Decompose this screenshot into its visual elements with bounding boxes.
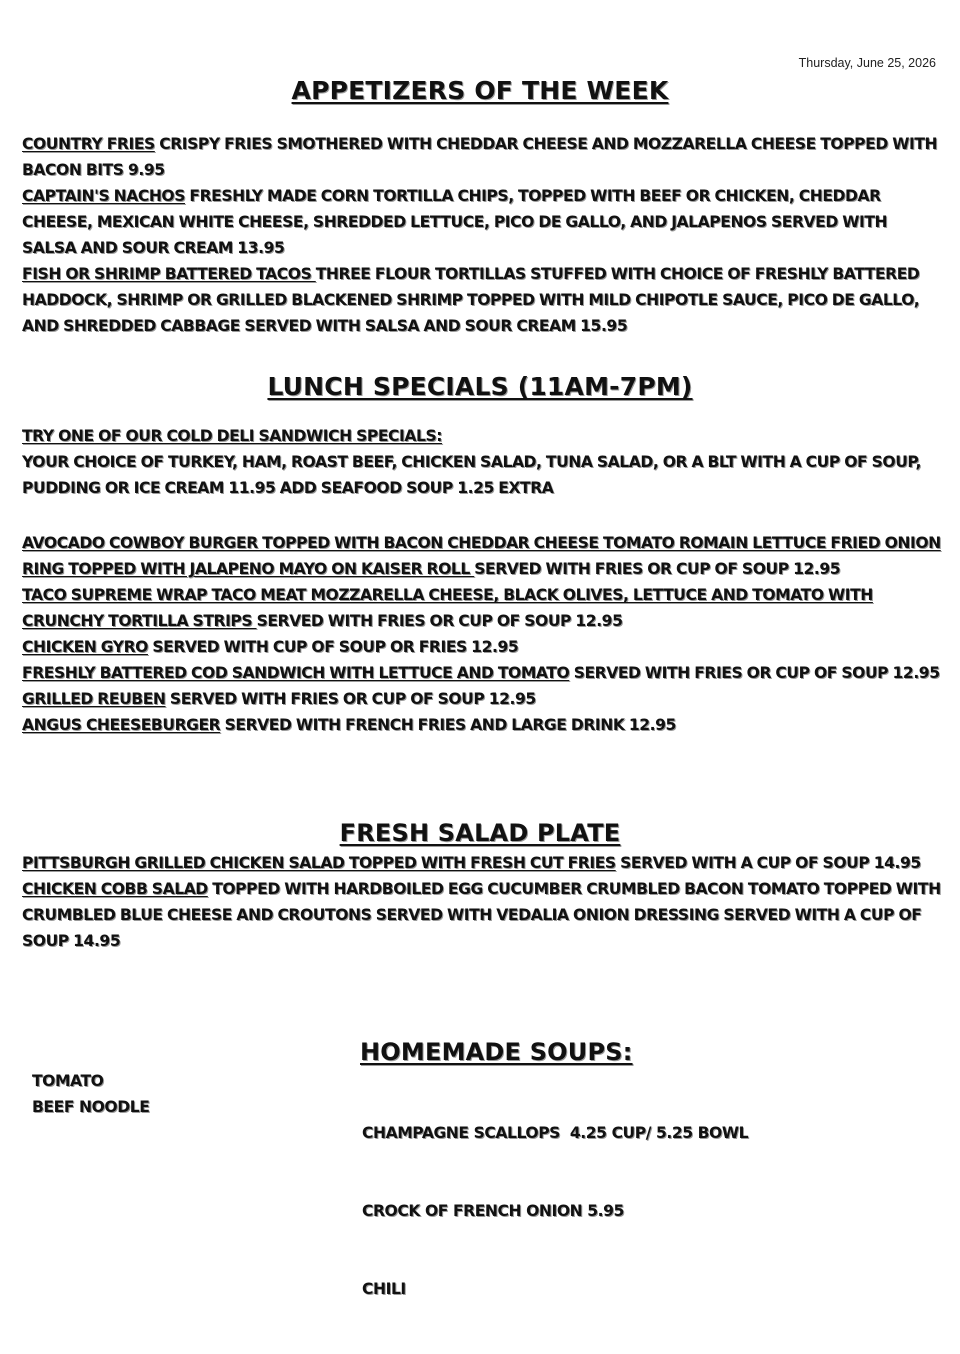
menu-item-name: FISH OR SHRIMP BATTERED TACOS	[22, 265, 316, 283]
soups-heading: HOMEMADE SOUPS:	[360, 1038, 633, 1066]
menu-item-desc: CRISPY FRIES SMOTHERED WITH CHEDDAR CHEESE AND MOZZARELLA CHEESE TOPPED WITH BACON BITS 9.95	[22, 135, 938, 179]
menu-item-name: CHICKEN COBB SALAD	[22, 880, 208, 898]
menu-item	[22, 686, 942, 712]
salad-list	[22, 850, 942, 954]
menu-item-name: COUNTRY FRIES	[22, 135, 155, 153]
soups-list	[32, 1068, 912, 1298]
menu-item	[22, 634, 942, 660]
deli-special	[22, 423, 942, 501]
soups-left-column	[32, 1068, 149, 1120]
soup-item: CHAMPAGNE SCALLOPS 4.25 CUP/ 5.25 BOWL	[362, 1124, 749, 1142]
menu-item-name: GRILLED REUBEN	[22, 690, 166, 708]
appetizers-heading: APPETIZERS OF THE WEEK	[291, 76, 669, 105]
menu-item	[22, 712, 942, 738]
menu-item	[22, 850, 942, 876]
salad-heading: FRESH SALAD PLATE	[339, 819, 621, 847]
menu-item-name: AVOCADO COWBOY BURGER TOPPED WITH BACON CHEDDAR CHEESE TOMATO ROMAIN LETTUCE FRIED ONION RING TOPPED WITH JALAPENO MAYO ON KAISER ROLL	[22, 534, 941, 578]
menu-item-name: TACO SUPREME WRAP TACO MEAT MOZZARELLA CHEESE, BLACK OLIVES, LETTUCE AND TOMATO WITH CRUNCHY TORTILLA STRIPS	[22, 586, 873, 630]
menu-item-desc: SERVED WITH FRIES OR CUP OF SOUP 12.95	[165, 690, 536, 708]
deli-title: TRY ONE OF OUR COLD DELI SANDWICH SPECIALS:	[22, 427, 443, 445]
menu-item-desc: THREE FLOUR TORTILLAS STUFFED WITH CHOICE OF FRESHLY BATTERED HADDOCK, SHRIMP OR GRILLED BLACKENED SHRIMP TOPPED WITH MILD CHIPOTLE SAUCE, PICO DE GALLO, AND SHREDDED CABBAGE SERVED WITH SALSA AND SOUR CREAM 15.95	[22, 265, 920, 335]
menu-item-desc: SERVED WITH FRENCH FRIES AND LARGE DRINK 12.95	[220, 716, 676, 734]
menu-item-desc: SERVED WITH FRIES OR CUP OF SOUP 12.95	[569, 664, 940, 682]
menu-item-desc: SERVED WITH A CUP OF SOUP 14.95	[615, 854, 921, 872]
lunch-list	[22, 530, 942, 738]
menu-item	[22, 261, 942, 339]
menu-item-desc: SERVED WITH FRIES OR CUP OF SOUP 12.95	[474, 560, 841, 578]
soup-item: CHILI	[362, 1280, 406, 1298]
menu-item-name: PITTSBURGH GRILLED CHICKEN SALAD TOPPED WITH FRESH CUT FRIES	[22, 854, 616, 872]
soups-right-column	[362, 1068, 748, 1354]
menu-item	[22, 582, 942, 634]
menu-item-desc: SERVED WITH CUP OF SOUP OR FRIES 12.95	[147, 638, 519, 656]
lunch-heading: LUNCH SPECIALS (11AM-7PM)	[267, 372, 693, 401]
menu-date: Thursday, June 25, 2026	[798, 56, 936, 70]
soup-item: BEEF NOODLE	[32, 1098, 150, 1116]
soup-item: CROCK OF FRENCH ONION 5.95	[362, 1202, 624, 1220]
menu-item-name: FRESHLY BATTERED COD SANDWICH WITH LETTUCE AND TOMATO	[22, 664, 570, 682]
menu-item	[22, 660, 942, 686]
soup-item: TOMATO	[32, 1072, 104, 1090]
menu-item-desc: FRESHLY MADE CORN TORTILLA CHIPS, TOPPED WITH BEEF OR CHICKEN, CHEDDAR CHEESE, MEXICAN WHITE CHEESE, SHREDDED LETTUCE, PICO DE GALLO, AND JALAPENOS SERVED WITH SALSA AND SOUR CREAM 13.95	[22, 187, 888, 257]
menu-item	[22, 876, 942, 954]
menu-item	[22, 131, 942, 183]
menu-item-name: CAPTAIN'S NACHOS	[22, 187, 186, 205]
deli-desc: YOUR CHOICE OF TURKEY, HAM, ROAST BEEF, CHICKEN SALAD, TUNA SALAD, OR A BLT WITH A CUP OF SOUP, PUDDING OR ICE CREAM 11.95 ADD SEAFOOD SOUP 1.25 EXTRA	[22, 453, 922, 497]
menu-item-name: ANGUS CHEESEBURGER	[22, 716, 221, 734]
menu-item	[22, 530, 942, 582]
menu-item-desc: SERVED WITH FRIES OR CUP OF SOUP 12.95	[256, 612, 623, 630]
menu-item-desc: TOPPED WITH HARDBOILED EGG CUCUMBER CRUMBLED BACON TOMATO TOPPED WITH CRUMBLED BLUE CHEESE AND CROUTONS SERVED WITH VEDALIA ONION DRESSING SERVED WITH A CUP OF SOUP 14.95	[22, 880, 941, 950]
menu-item-name: CHICKEN GYRO	[22, 638, 148, 656]
menu-item	[22, 183, 942, 261]
appetizers-list	[22, 131, 942, 339]
